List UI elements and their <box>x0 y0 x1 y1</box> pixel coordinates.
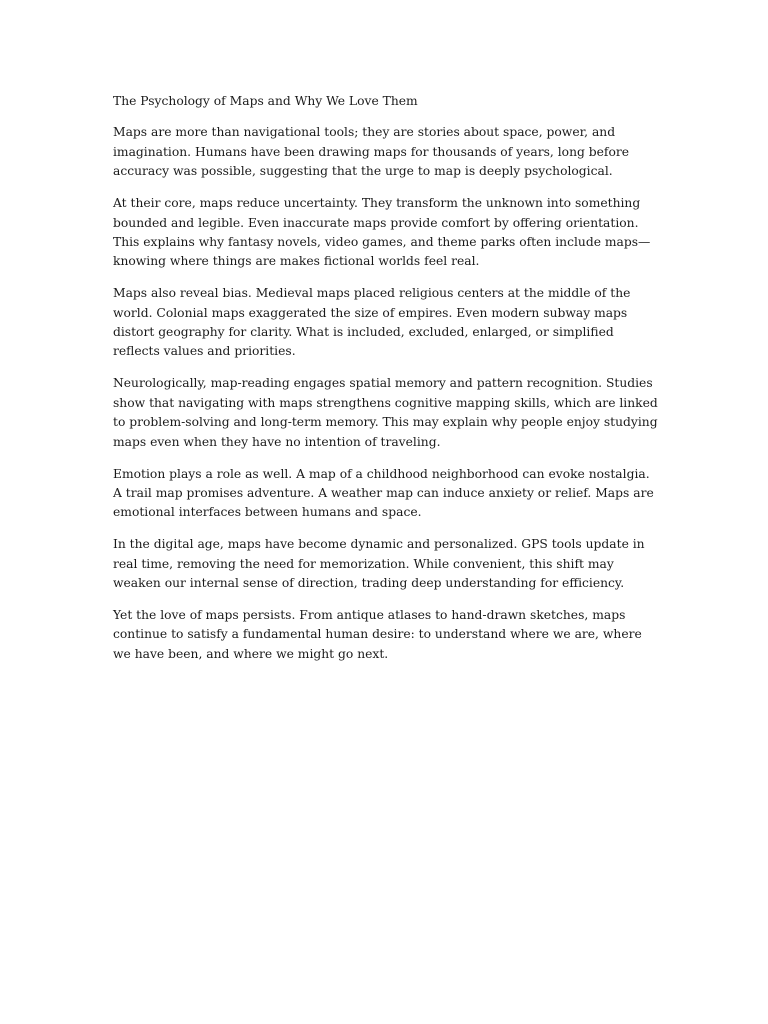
paragraph: Yet the love of maps persists. From antique atlases to hand-drawn sketches, maps continue to satisfy a fundamental human desire: to understand where we are, where we have been, and where we might go next. <box>113 607 642 661</box>
paragraph: Neurologically, map-reading engages spatial memory and pattern recognition. Studies show that navigating with maps strengthens cognitive mapping skills, which are linked to problem-solving and long-term memory. This may explain why people enjoy studying maps even when they have no intention of traveling. <box>113 376 658 449</box>
paragraph: Maps also reveal bias. Medieval maps placed religious centers at the middle of the world. Colonial maps exaggerated the size of empires. Even modern subway maps distort geography for clarity. What is included, excluded, enlarged, or simplified reflects values and priorities. <box>113 286 631 359</box>
paragraph: At their core, maps reduce uncertainty. They transform the unknown into something bounded and legible. Even inaccurate maps provide comfort by offering orientation. This explains why fantasy novels, video games, and theme parks often include maps—knowing where things are makes fictional worlds feel real. <box>113 196 651 269</box>
paragraph: In the digital age, maps have become dynamic and personalized. GPS tools update in real time, removing the need for memorization. While convenient, this shift may weaken our internal sense of direction, trading deep understanding for efficiency. <box>113 537 645 591</box>
document-title: The Psychology of Maps and Why We Love Them <box>113 94 418 108</box>
paragraph: Emotion plays a role as well. A map of a childhood neighborhood can evoke nostalgia. A trail map promises adventure. A weather map can induce anxiety or relief. Maps are emotional interfaces between humans and space. <box>113 466 654 520</box>
document-body <box>113 92 658 677</box>
paragraph: Maps are more than navigational tools; they are stories about space, power, and imagination. Humans have been drawing maps for thousands of years, long before accuracy was possible, suggesting that the urge to map is deeply psychological. <box>113 125 630 179</box>
